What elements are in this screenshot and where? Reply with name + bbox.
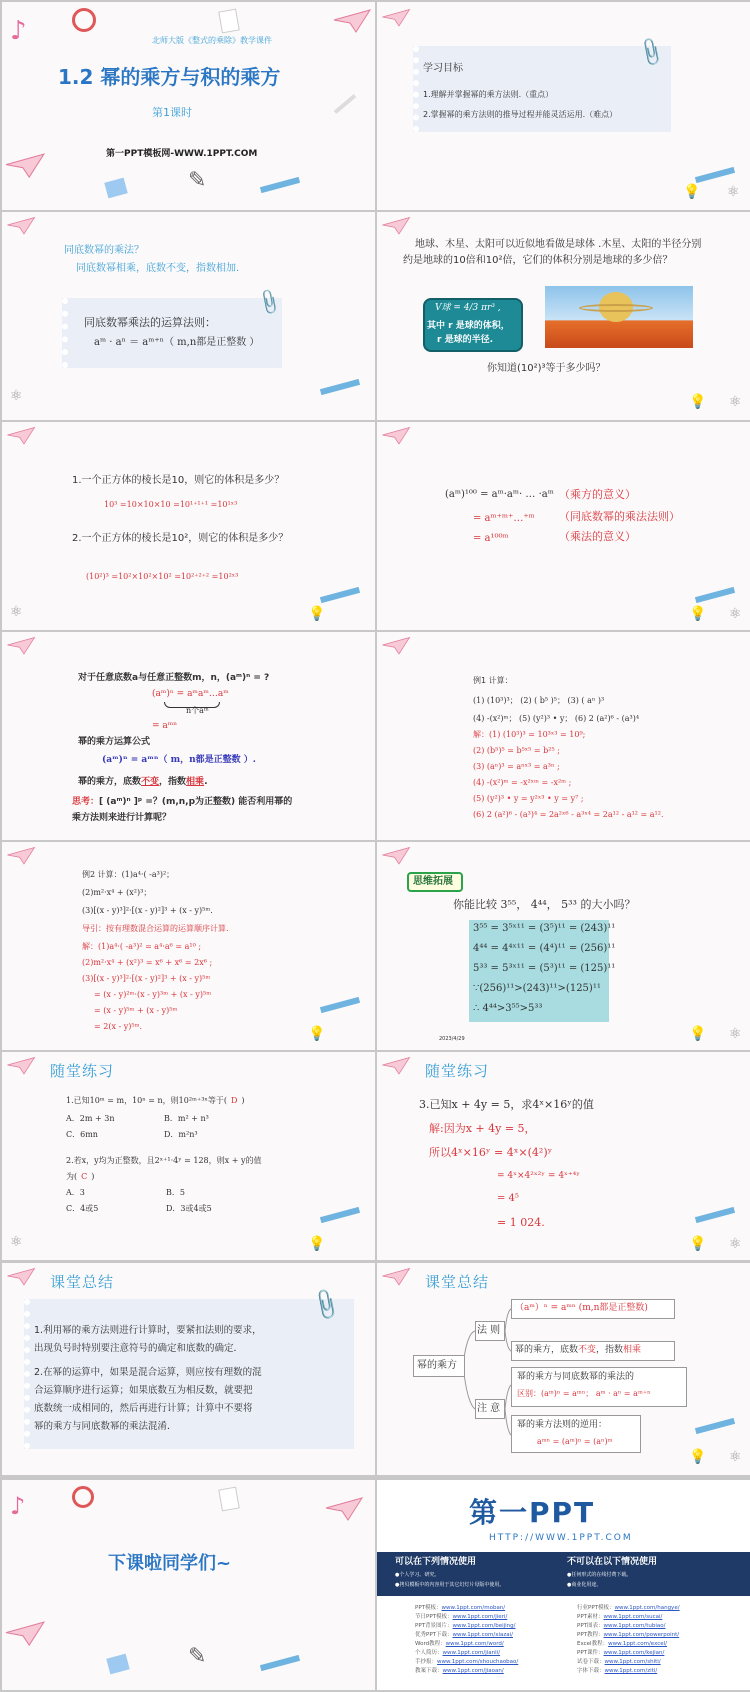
link-label: 个人简历：	[415, 1650, 443, 1656]
review-question: 同底数幂的乘法？	[64, 245, 144, 256]
practice-q1-end: )	[241, 1096, 245, 1105]
cube-answer-2: (10²)³ =10²×10²×10² =10²⁺²⁺² =10²ˣ³	[86, 572, 239, 581]
difference-line-1: 幂的乘方与同底数幂的乘法的	[517, 1372, 635, 1382]
lightbulb-icon: 💡	[689, 394, 707, 410]
practice-q3-solution-1: 解:因为x + 4y = 5，	[429, 1122, 536, 1135]
paper-plane-icon	[381, 216, 411, 236]
practice-q1	[66, 1096, 245, 1107]
slide-13-summary[interactable]	[2, 1263, 375, 1475]
n-copies-label: n个aᵐ	[186, 706, 209, 715]
think-line-1	[72, 796, 292, 808]
usage-forbidden-heading: 不可以在以下情况使用	[567, 1557, 658, 1567]
rule-sentence-c: ，指数	[159, 777, 187, 787]
example-1-problems-2: (4) -(x²)ᵐ； (5) (y²)³ • y； (6) 2 (a²)⁶ - (a³)⁴	[473, 714, 640, 723]
pen-icon	[260, 177, 300, 193]
option-2a: A．3	[66, 1188, 85, 1197]
summary-1a: 1.利用幂的乘方法则进行计算时，要紧扣法则的要求，	[34, 1325, 262, 1336]
link-url[interactable]: www.1ppt.com/ziti/	[604, 1668, 658, 1674]
practice-q2-end: )	[91, 1172, 95, 1181]
paper-plane-icon	[6, 216, 36, 236]
rule-formula: aᵐ · aⁿ ＝ aᵐ⁺ⁿ（ m,n都是正整数 ）	[94, 337, 260, 348]
option-1b: B．m² + n³	[164, 1114, 209, 1123]
cube-question-2: 2.一个正方体的棱长是10²，则它的体积是多少？	[72, 533, 289, 544]
link-url[interactable]: www.1ppt.com/powerpoint/	[603, 1632, 680, 1638]
example-1-solution-2: (2) (b⁵)⁵ = b⁵ˣ⁵ = b²⁵ ;	[473, 746, 560, 755]
slide-6-derivation[interactable]	[377, 422, 750, 630]
lightbulb-icon: 💡	[689, 1026, 707, 1042]
law-text-c: ，指数	[596, 1345, 624, 1355]
practice-q3-solution-5: = 1 024.	[497, 1216, 545, 1229]
rule-sentence-multiply: 相乘	[186, 777, 205, 787]
summary-2d: 幂的乘方与同底数幂的乘法混淆．	[34, 1421, 177, 1432]
link-row	[415, 1667, 518, 1676]
link-row	[415, 1613, 518, 1622]
paper-plane-icon	[4, 1620, 46, 1650]
pen-icon	[320, 587, 360, 603]
slide-8-example-1[interactable]	[377, 632, 750, 840]
sphere-formula: V球 = 4/3 πr³ ,	[435, 303, 501, 313]
option-2c: C．4或5	[66, 1204, 99, 1213]
link-url[interactable]: www.1ppt.com/shiti/	[604, 1659, 661, 1665]
lightbulb-icon: 💡	[308, 1236, 326, 1252]
link-label: PPT图表：	[577, 1623, 604, 1629]
pen-icon	[320, 379, 360, 395]
example-2-solution-2: (2)m²·x⁴ + (x²)³ = x⁶ + x⁶ = 2x⁶ ;	[82, 958, 213, 967]
law-text-a: 幂的乘方，底数	[515, 1345, 579, 1355]
example-2-guide: 导引：按有理数混合运算的运算顺序计算.	[82, 924, 229, 933]
rule-result: = aᵐⁿ	[152, 721, 178, 731]
link-label: PPT背景图片：	[415, 1623, 453, 1629]
link-row	[577, 1613, 680, 1622]
cube-question-1: 1.一个正方体的棱长是10，则它的体积是多少？	[72, 475, 285, 486]
atom-icon: ⚛	[729, 394, 742, 410]
slide-11-practice[interactable]	[2, 1052, 375, 1260]
link-url[interactable]: www.1ppt.com/excel/	[608, 1641, 668, 1647]
think-text: [ (aᵐ)ⁿ ]ᵖ =？(m,n,p为正整数) 能否利用幂的	[99, 797, 293, 807]
lightbulb-icon: 💡	[308, 1026, 326, 1042]
atom-icon: ⚛	[10, 1234, 23, 1250]
atom-icon: ⚛	[729, 1236, 742, 1252]
paper-plane-icon	[6, 1056, 36, 1076]
link-url[interactable]: www.1ppt.com/jiaoan/	[442, 1668, 504, 1674]
notepad-icon	[106, 1654, 129, 1675]
rule-title: 同底数幂乘法的运算法则：	[84, 316, 216, 329]
summary-2a: 2.在幂的运算中，如果是混合运算，则应按有理数的混	[34, 1367, 262, 1378]
paper-plane-icon	[324, 1496, 364, 1522]
slide-5-cube[interactable]	[2, 422, 375, 630]
site-label: 第一PPT模板网-WWW.1PPT.COM	[106, 149, 258, 159]
extension-line-5: ∴ 4⁴⁴>3⁵⁵>5³³	[473, 1003, 543, 1014]
link-label: 教案下载：	[415, 1668, 443, 1674]
example-1-solution-5: (5) (y²)³ • y = y²ˣ³ • y = y⁷ ;	[473, 794, 584, 803]
link-label: 节日PPT模板：	[415, 1614, 453, 1620]
link-label: PPT素材：	[577, 1614, 604, 1620]
lightbulb-icon: 💡	[689, 1449, 707, 1465]
slide-2-goals[interactable]	[377, 2, 750, 210]
practice-q1-text: 1.已知10ᵐ = m，10ⁿ = n，则10²ᵐ⁺³ⁿ等于(	[66, 1096, 227, 1105]
lightbulb-icon: 💡	[683, 184, 701, 200]
link-row	[415, 1640, 518, 1649]
goal-1: 1.理解并掌握幂的乘方法则.（重点）	[423, 90, 554, 99]
pen-icon	[320, 1207, 360, 1223]
link-url[interactable]: www.1ppt.com/beijing/	[452, 1623, 516, 1629]
paper-plane-icon	[4, 152, 46, 182]
example-2-solution-3: (3)[(x - y)³]²·[(x - y)²]³ + (x - y)⁵ᵐ	[82, 974, 211, 983]
link-row	[415, 1631, 518, 1640]
example-2-solution-1: 解：(1)a⁴·( -a³)² = a⁴·a⁶ = a¹⁰ ;	[82, 942, 202, 951]
slide-subtitle: 北师大版《整式的乘除》教学课件	[152, 36, 272, 45]
planet-text-2: 约是地球的10倍和10²倍，它们的体积分别是地球的多少倍？	[403, 255, 673, 266]
note-label: 注 意	[477, 1403, 501, 1414]
goals-heading: 学习目标	[423, 63, 463, 74]
formula-main: (aᵐ)ⁿ = aᵐⁿ（ m，n都是正整数 ）.	[102, 755, 256, 765]
link-row	[415, 1604, 518, 1613]
summary-1b: 出现负号时特别要注意符号的确定和底数的确定．	[34, 1343, 244, 1354]
example-2-solution-4: = (x - y)²ᵐ·(x - y)³ᵐ + (x - y)⁵ᵐ	[94, 990, 212, 999]
link-label: 字体下载：	[577, 1668, 605, 1674]
link-label: 行业PPT模板：	[577, 1605, 615, 1611]
link-url[interactable]: www.1ppt.com/hangye/	[614, 1605, 680, 1611]
music-note-icon: ♪	[10, 16, 27, 46]
paper-plane-icon	[6, 636, 36, 656]
usage-forbidden-2: ●商业化用途。	[567, 1582, 602, 1588]
example-1-solution-1: 解：(1) (10³)³ = 10³ˣ³ = 10⁹;	[473, 730, 586, 739]
law-label: 法 则	[477, 1325, 501, 1336]
practice-q2: 2.若x，y均为正整数，且2ˣ⁺¹·4ʸ = 128，则x + y的值	[66, 1156, 262, 1165]
example-1-problems-1: (1) (10³)³； (2) ( b⁵ )⁵； (3) ( aⁿ )³	[473, 696, 605, 705]
option-1d: D．m²n³	[164, 1130, 198, 1139]
extension-question: 你能比较 3⁵⁵， 4⁴⁴， 5³³ 的大小吗？	[453, 898, 636, 911]
usage-allowed-2: ●拷贝模板中的内容用于其它幻灯片母版中使用。	[395, 1582, 505, 1588]
brand-url: HTTP://WWW.1PPT.COM	[489, 1533, 633, 1543]
links-right	[577, 1604, 680, 1676]
link-url[interactable]: www.1ppt.com/tubiao/	[603, 1623, 666, 1629]
slide-date: 2023/4/29	[439, 1036, 465, 1042]
slide-4-planets[interactable]	[377, 212, 750, 420]
example-1-heading: 例1 计算：	[473, 676, 513, 685]
practice-q3-solution-4: = 4⁵	[497, 1193, 519, 1204]
practice-q3-solution-2: 所以4ˣ×16ʸ = 4ˣ×(4²)ʸ	[429, 1146, 553, 1159]
lesson-label: 第1课时	[152, 106, 192, 119]
practice-q1-answer: D	[230, 1096, 238, 1105]
goal-2: 2.掌握幂的乘方法则的推导过程并能灵活运用.（难点）	[423, 110, 618, 119]
option-1a: A．2m + 3n	[66, 1114, 115, 1123]
paper-plane-icon	[381, 426, 411, 446]
derivation-line-3: = a¹⁰⁰ᵐ	[473, 533, 509, 544]
link-label: 试卷下载：	[577, 1659, 605, 1665]
example-2-solution-5: = (x - y)⁵ᵐ + (x - y)⁵ᵐ	[94, 1006, 178, 1015]
atom-icon: ⚛	[727, 184, 740, 200]
link-label: Word教程：	[415, 1641, 446, 1647]
paper-plane-icon	[6, 1267, 36, 1287]
slide-12-practice[interactable]	[377, 1052, 750, 1260]
root-label: 幂的乘方	[417, 1360, 457, 1371]
slide-9-example-2[interactable]	[2, 842, 375, 1050]
example-2-problem-2: (2)m²·x⁴ + (x²)³；	[82, 888, 152, 897]
summary-2c: 底数统一成相同的，然后再进行计算；计算中不要将	[34, 1403, 253, 1414]
link-row	[577, 1658, 680, 1667]
review-answer: 同底数幂相乘，底数不变，指数相加.	[76, 263, 240, 274]
paper-plane-icon	[381, 846, 411, 866]
power-question: 你知道(10²)³等于多少吗？	[487, 363, 606, 374]
link-row	[415, 1649, 518, 1658]
link-url[interactable]: www.1ppt.com/kejian/	[603, 1650, 665, 1656]
practice-q2-open: 为(	[66, 1172, 78, 1181]
slide-16-credits[interactable]	[377, 1480, 750, 1690]
link-label: 优秀PPT下载：	[415, 1632, 453, 1638]
lightbulb-icon: 💡	[689, 1236, 707, 1252]
think-label: 思考：	[72, 797, 100, 807]
link-row	[577, 1622, 680, 1631]
document-icon	[218, 9, 240, 34]
option-2b: B．5	[166, 1188, 185, 1197]
alarm-clock-icon	[72, 8, 96, 32]
slide-title: 1.2 幂的乘方与积的乘方	[58, 65, 281, 89]
inverse-line-2: aᵐⁿ = (aᵐ)ⁿ = (aⁿ)ᵐ	[537, 1437, 613, 1446]
music-note-icon: ♪	[10, 1492, 26, 1520]
link-url[interactable]: www.1ppt.com/jianli/	[442, 1650, 501, 1656]
section-title: 随堂练习	[425, 1062, 490, 1080]
link-label: PPT模板：	[415, 1605, 442, 1611]
paper-plane-icon	[381, 1056, 411, 1076]
example-1-solution-3: (3) (aⁿ)³ = aⁿˣ³ = a³ⁿ ;	[473, 762, 560, 771]
slide-1-title[interactable]	[2, 2, 375, 210]
document-icon	[218, 1487, 240, 1512]
cube-answer-1: 10³ =10×10×10 =10¹⁺¹⁺¹ =10¹ˣ³	[104, 500, 238, 509]
farewell-text: 下课啦同学们~	[108, 1553, 232, 1574]
slide-10-extension[interactable]	[377, 842, 750, 1050]
pen-icon	[695, 167, 735, 183]
pencil-icon	[334, 94, 356, 114]
derivation-note-1: （乘方的意义）	[559, 488, 636, 501]
law-text-multiply: 相乘	[623, 1345, 642, 1355]
paper-plane-icon	[381, 8, 411, 28]
link-url[interactable]: www.1ppt.com/moban/	[441, 1605, 506, 1611]
notepad-icon	[104, 178, 127, 199]
link-url[interactable]: www.1ppt.com/xiazai/	[452, 1632, 514, 1638]
slide-15-end[interactable]	[2, 1480, 375, 1690]
alarm-clock-icon	[72, 1486, 94, 1508]
slide-7-rule[interactable]	[2, 632, 375, 840]
rule-sentence-unchanged: 不变	[141, 777, 160, 787]
extension-line-4: ∵(256)¹¹>(243)¹¹>(125)¹¹	[473, 983, 601, 994]
paperclip-icon: 📎	[254, 287, 285, 318]
section-title: 课堂总结	[50, 1273, 115, 1291]
extension-line-1: 3⁵⁵ = 3⁵ˣ¹¹ = (3⁵)¹¹ = (243)¹¹	[473, 923, 616, 934]
atom-icon: ⚛	[10, 388, 23, 404]
pen-icon	[260, 1655, 300, 1671]
atom-icon: ⚛	[729, 1449, 742, 1465]
example-2-heading: 例2 计算：(1)a⁴·( -a³)²；	[82, 870, 175, 879]
law-text-unchanged: 不变	[578, 1345, 597, 1355]
paper-plane-icon	[6, 426, 36, 446]
link-label: Excel教程：	[577, 1641, 609, 1647]
derivation-line-1: (aᵐ)¹⁰⁰ = aᵐ·aᵐ· … ·aᵐ	[445, 489, 554, 500]
rule-sentence-e: .	[204, 777, 208, 787]
atom-icon: ⚛	[10, 604, 23, 620]
practice-q3: 3.已知x + 4y = 5，求4ˣ×16ʸ的值	[419, 1098, 594, 1111]
derivation-note-2: （同底数幂的乘法法则）	[559, 510, 680, 523]
atom-icon: ⚛	[729, 606, 742, 622]
lightbulb-icon: 💡	[689, 606, 707, 622]
example-1-solution-6: (6) 2 (a²)⁶ - (a³)⁴ = 2a²ˣ⁶ - a³ˣ⁴ = 2a¹² - a¹² = a¹².	[473, 810, 664, 819]
practice-q2-answer: C	[81, 1172, 88, 1181]
pen-icon	[695, 587, 735, 603]
planet-text-1: 地球、木星、太阳可以近似地看做是球体 .木星、太阳的半径分别	[415, 239, 702, 250]
link-row	[415, 1622, 518, 1631]
inverse-line-1: 幂的乘方法则的逆用：	[517, 1420, 608, 1430]
link-label: PPT课件：	[577, 1650, 604, 1656]
paperclip-icon: 📎	[307, 1287, 344, 1324]
formula-heading: 幂的乘方运算公式	[78, 737, 151, 747]
saturn-image	[545, 286, 693, 348]
section-title: 随堂练习	[50, 1062, 115, 1080]
link-url[interactable]: www.1ppt.com/jieri/	[452, 1614, 508, 1620]
extension-tag-label: 思维拓展	[413, 876, 453, 887]
derivation-line-2: = aᵐ⁺ᵐ⁺…⁺ᵐ	[473, 513, 535, 524]
slide-3-review[interactable]	[2, 212, 375, 420]
compass-icon: ✎	[188, 168, 207, 193]
pen-icon	[695, 1207, 735, 1223]
example-2-problem-3: (3)[(x - y)³]²·[(x - y)²]³ + (x - y)⁵ᵐ.	[82, 906, 213, 915]
link-row	[577, 1640, 680, 1649]
link-row	[577, 1667, 680, 1676]
rule-sentence	[78, 776, 207, 788]
rule-sentence-a: 幂的乘方，底数	[78, 777, 142, 787]
lightbulb-icon: 💡	[308, 606, 326, 622]
link-row	[577, 1649, 680, 1658]
law-text	[515, 1344, 641, 1356]
paper-plane-icon	[6, 846, 36, 866]
link-label: 手抄报：	[415, 1659, 438, 1665]
summary-2b: 合运算顺序进行运算；如果底数互为相反数，就要把	[34, 1385, 253, 1396]
paper-plane-icon	[332, 8, 372, 34]
usage-allowed-heading: 可以在下列情况使用	[395, 1557, 477, 1567]
extension-line-2: 4⁴⁴ = 4⁴ˣ¹¹ = (4⁴)¹¹ = (256)¹¹	[473, 943, 616, 954]
option-1c: C．6mn	[66, 1130, 98, 1139]
link-url[interactable]: www.1ppt.com/sucai/	[603, 1614, 663, 1620]
pen-icon	[320, 997, 360, 1013]
bubble-line-2: r 是球的半径.	[437, 335, 493, 345]
link-row	[415, 1658, 518, 1667]
practice-q3-solution-3: = 4ˣ×4²ˣ²ʸ = 4ˣ⁺⁴ʸ	[497, 1171, 581, 1181]
think-line-2: 乘方法则来进行计算呢？	[72, 813, 172, 823]
atom-icon: ⚛	[729, 1026, 742, 1042]
law-formula: （aᵐ）ⁿ = aᵐⁿ (m,n都是正整数)	[515, 1303, 648, 1313]
example-2-solution-6: = 2(x - y)⁵ᵐ.	[94, 1022, 143, 1031]
link-label: PPT教程：	[577, 1632, 604, 1638]
usage-allowed-1: ●个人学习、研究。	[395, 1572, 440, 1578]
rule-panel	[62, 298, 282, 368]
example-1-solution-4: (4) -(x²)ᵐ = -x²ˣᵐ = -x²ᵐ ;	[473, 778, 572, 787]
link-url[interactable]: www.1ppt.com/word/	[445, 1641, 504, 1647]
link-row	[577, 1631, 680, 1640]
derivation-note-3: （乘法的意义）	[559, 530, 636, 543]
bubble-line-1: 其中 r 是球的体积，	[427, 321, 510, 331]
difference-line-2: 区别：(aᵐ)ⁿ = aᵐⁿ； aᵐ · aⁿ = aᵐ⁺ⁿ	[517, 1389, 651, 1398]
rule-question: 对于任意底数a与任意正整数m，n，(aᵐ)ⁿ = ?	[78, 673, 270, 683]
slide-14-mindmap[interactable]	[377, 1263, 750, 1475]
section-title: 课堂总结	[425, 1273, 490, 1291]
rule-expand: (aᵐ)ⁿ = aᵐaᵐ…aᵐ	[152, 689, 229, 699]
link-row	[577, 1604, 680, 1613]
usage-forbidden-1: ●任何形式的在线付费下载。	[567, 1572, 632, 1578]
brand-logo: 第一PPT	[469, 1496, 596, 1529]
links-left	[415, 1604, 518, 1676]
option-2d: D．3或4或5	[166, 1204, 212, 1213]
compass-icon: ✎	[188, 1644, 207, 1669]
practice-q2-line2	[66, 1172, 94, 1183]
paperclip-icon: 📎	[634, 35, 669, 69]
paper-plane-icon	[381, 636, 411, 656]
extension-line-3: 5³³ = 5³ˣ¹¹ = (5³)¹¹ = (125)¹¹	[473, 963, 616, 974]
link-url[interactable]: www.1ppt.com/shouchaobao/	[437, 1659, 519, 1665]
